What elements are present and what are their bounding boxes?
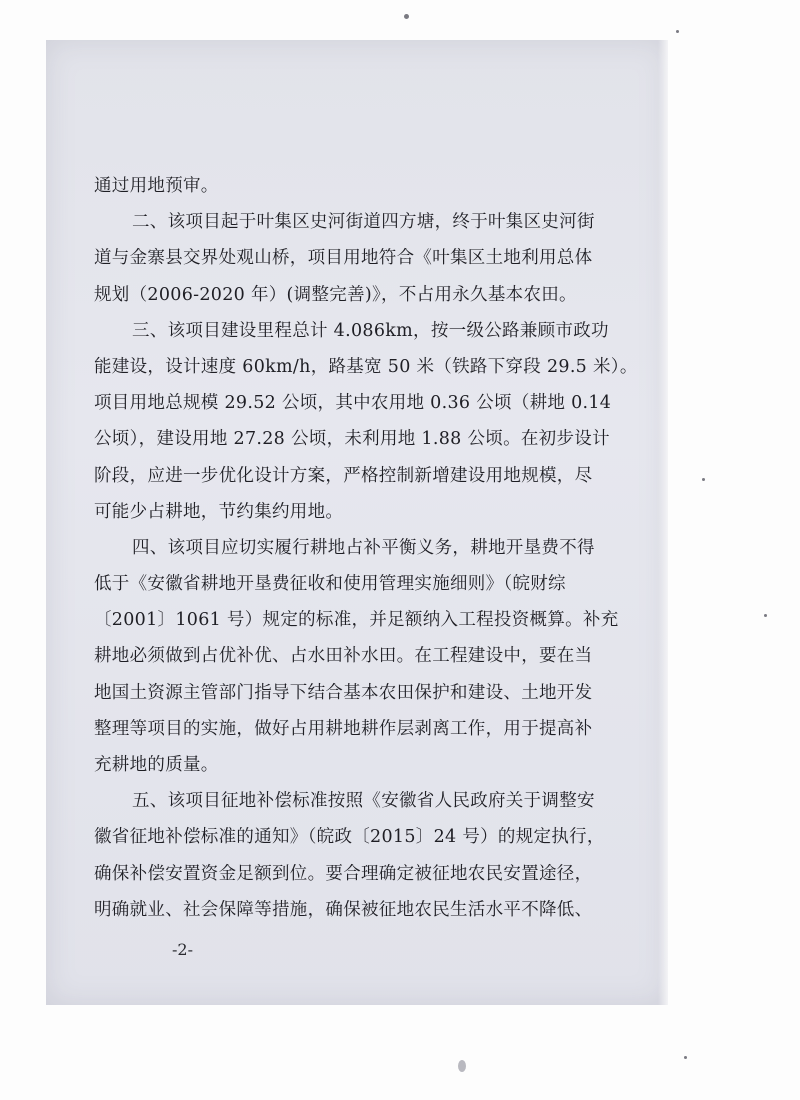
text-line-5: 三、该项目建设里程总计 4.086km，按一级公路兼顾市政功 (132, 320, 609, 341)
text-line-7: 项目用地总规模 29.52 公顷，其中农用地 0.36 公顷（耕地 0.14 (94, 393, 612, 414)
body-text (94, 168, 664, 928)
text-line-9: 阶段，应进一步优化设计方案，严格控制新增建设用地规模，尽 (94, 465, 593, 486)
text-line-2: 二、该项目起于叶集区史河街道四方塘，终于叶集区史河街 (132, 212, 595, 233)
text-line-16: 整理等项目的实施，做好占用耕地耕作层剥离工作，用于提高补 (94, 718, 593, 739)
scan-speck (676, 30, 679, 33)
text-line-21: 明确就业、社会保障等措施，确保被征地农民生活水平不降低、 (94, 899, 593, 920)
scan-speck (702, 478, 705, 481)
scan-speck (684, 1056, 687, 1059)
scan-speck (764, 614, 767, 617)
text-line-19: 徽省征地补偿标准的通知》（皖政〔2015〕24 号）的规定执行， (94, 827, 605, 848)
scan-speck (404, 14, 409, 19)
text-line-8: 公顷），建设用地 27.28 公顷，未利用地 1.88 公顷。在初步设计 (94, 429, 610, 450)
text-line-14: 耕地必须做到占优补优、占水田补水田。在工程建设中，要在当 (94, 646, 593, 667)
text-line-18: 五、该项目征地补偿标准按照《安徽省人民政府关于调整安 (132, 791, 595, 812)
scan-speck (458, 1060, 466, 1072)
text-line-20: 确保补偿安置资金足额到位。要合理确定被征地农民安置途径， (94, 863, 593, 884)
text-line-6: 能建设，设计速度 60km/h，路基宽 50 米（铁路下穿段 29.5 米）。 (94, 356, 638, 377)
text-line-15: 地国土资源主管部门指导下结合基本农田保护和建设、土地开发 (94, 682, 593, 703)
page-number: -2- (172, 940, 193, 959)
text-line-1: 通过用地预审。 (94, 176, 219, 196)
text-line-3: 道与金寨县交界处观山桥，项目用地符合《叶集区土地利用总体 (94, 248, 593, 269)
text-line-10: 可能少占耕地，节约集约用地。 (94, 501, 344, 522)
text-line-4: 规划（2006-2020 年）(调整完善)》，不占用永久基本农田。 (94, 284, 577, 305)
text-line-11: 四、该项目应切实履行耕地占补平衡义务，耕地开垦费不得 (132, 537, 595, 558)
text-line-13: 〔2001〕1061 号）规定的标准，并足额纳入工程投资概算。补充 (94, 610, 619, 631)
text-line-12: 低于《安徽省耕地开垦费征收和使用管理实施细则》（皖财综 (94, 574, 566, 595)
text-line-17: 充耕地的质量。 (94, 755, 219, 775)
